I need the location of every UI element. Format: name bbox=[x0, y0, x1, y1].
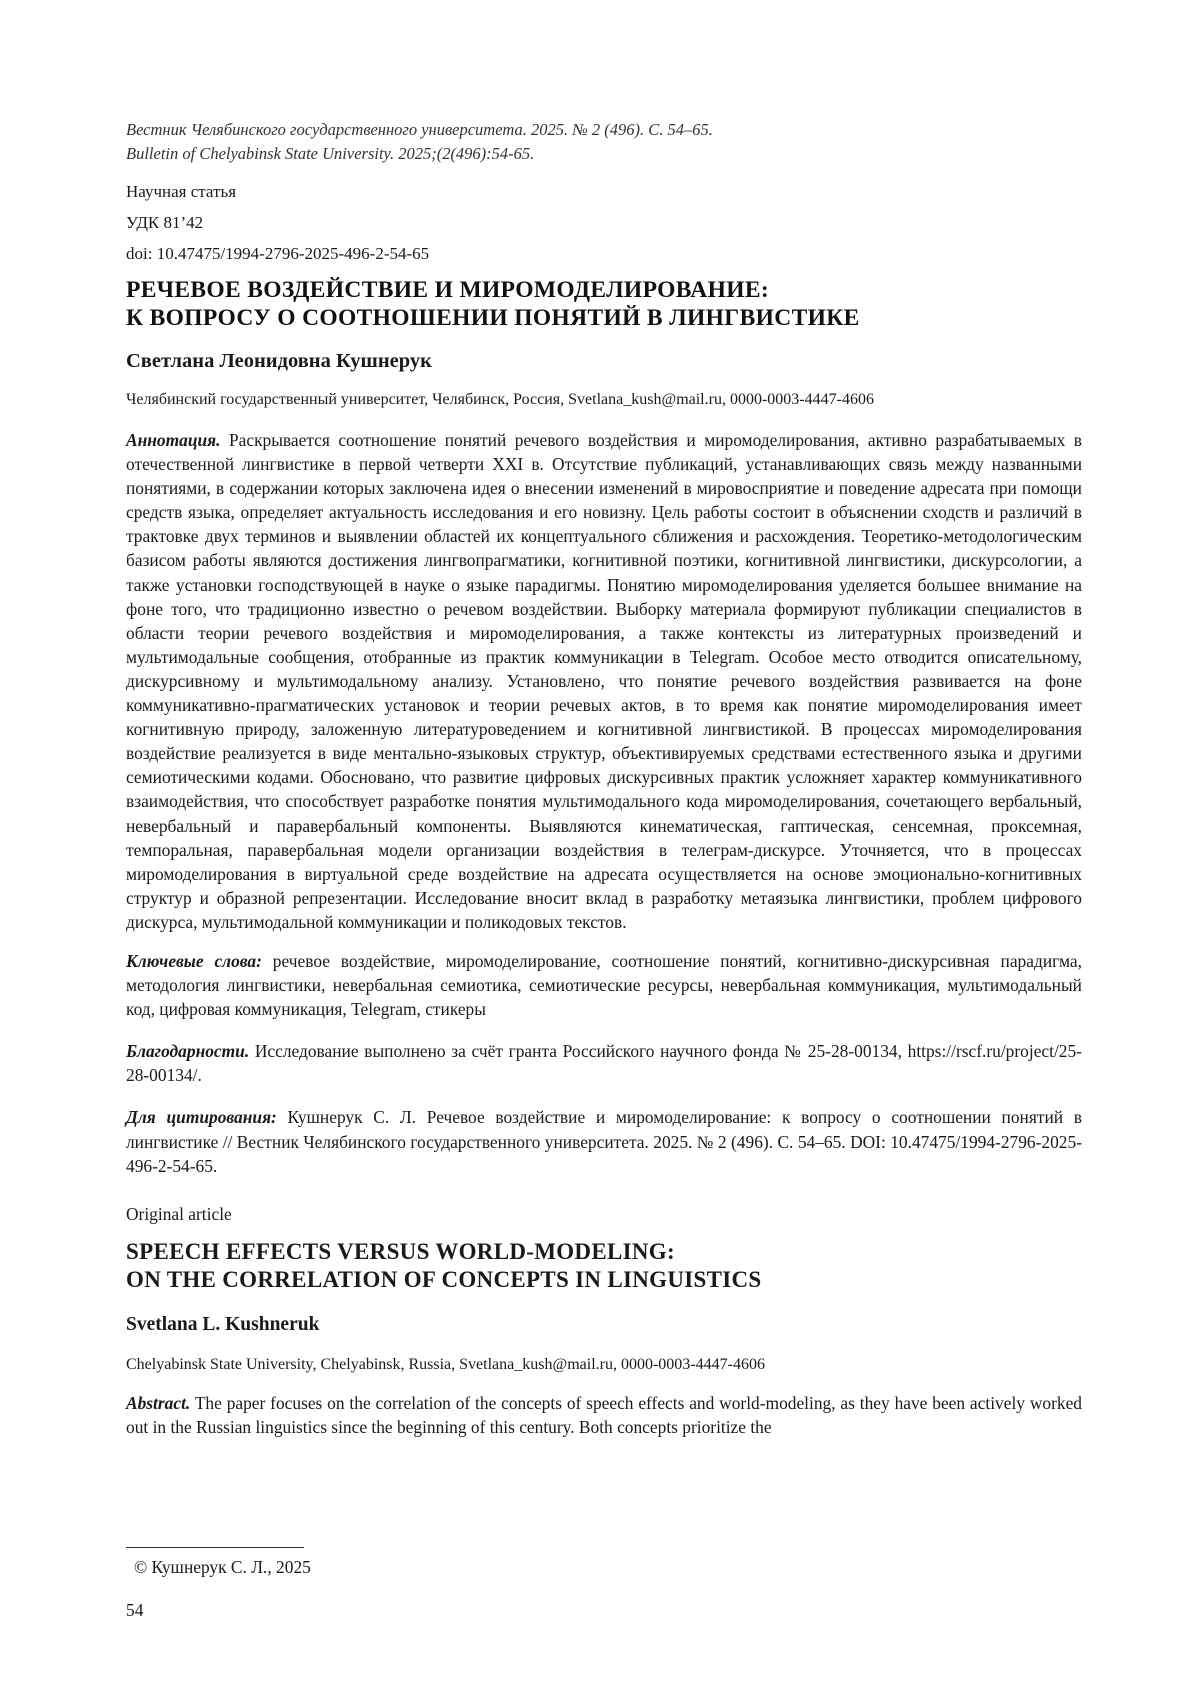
author-name-ru: Светлана Леонидовна Кушнерук bbox=[126, 350, 432, 372]
article-type: Научная статья bbox=[126, 182, 237, 201]
abstract-text: Раскрывается соотношение понятий речевого воздействия и миромоделирования, активно разрабатываемых в отечественной лингвистике в первой четверти XXI в. Отсутствие публикаций, устанавливающих связь между названными понятиями, в содержании которых заключена идея о внесении изменений в мировосприятие и поведение адресата при помощи средств языка, определяет актуальность исследования и его новизну. Цель работы состоит в объяснении сходств и различий в трактовке двух терминов и выявлении областей их концептуального сближения и расхождения. Теоретико-методологическим базисом работы являются достижения лингвопрагматики, когнитивной поэтики, когнитивной лингвистики, дискурсологии, а также установки господствующей в науке о языке парадигмы. Понятию миромоделирования уделяется большее внимание на фоне того, что традиционно известно о речевом воздействии. Выборку материала формируют публикации специалистов в области теории речевого воздействия и миромоделирования, а также контексты из литературных произведений и мультимодальные сообщения, отобранные из практик коммуникации в Telegram. Особое место отводится описательному, дискурсивному и мультимодальному анализу. Установлено, что понятие речевого воздействия развивается на фоне коммуникативно-прагматических установок и теории речевых актов, в то время как понятие миромоделирования имеет когнитивную природу, заложенную литературоведением и когнитивной лингвистикой. В процессах миромоделирования воздействие реализуется в виде ментально-языковых структур, объективируемых средствами естественного языка и другими семиотическими кодами. Обосновано, что развитие цифровых дискурсивных практик усложняет характер коммуникативного взаимодействия, что способствует разработке понятия мультимодального кода миромоделирования, сочетающего вербальный, невербальный и паравербальный компоненты. Выявляются кинематическая, гаптическая, сенсемная, проксемная, темпоральная, паравербальная модели организации воздействия в телеграм-дискурсе. Уточняется, что в процессах миромоделирования в виртуальной среде воздействие на адресата осуществляется на основе эмоционально-когнитивных структур и образной репрезентации. Исследование вносит вклад в разработку метаязыка лингвистики, проблем цифрового дискурса, мультимодальной коммуникации и поликодовых текстов. bbox=[126, 430, 1082, 932]
keywords-label: Ключевые слова: bbox=[126, 950, 262, 971]
abstract-en-text: The paper focuses on the correlation of the concepts of speech effects and world-modeling, as they have been actively worked out in the Russian linguistics since the beginning of this century. Both concepts prioritize the bbox=[126, 1392, 1082, 1437]
doi-link[interactable]: doi: 10.47475/1994-2796-2025-496-2-54-65 bbox=[126, 244, 430, 263]
citation-ru bbox=[126, 1105, 1082, 1177]
footnote-divider bbox=[126, 1547, 304, 1548]
cite-label: Для цитирования: bbox=[126, 1107, 277, 1128]
page-title-en bbox=[126, 1238, 1082, 1294]
keywords-ru bbox=[126, 949, 1082, 1021]
title-line-2: К ВОПРОСУ О СООТНОШЕНИИ ПОНЯТИЙ В ЛИНГВИСТИКЕ bbox=[126, 305, 860, 331]
title-line-1: РЕЧЕВОЕ ВОЗДЕЙСТВИЕ И МИРОМОДЕЛИРОВАНИЕ: bbox=[126, 277, 770, 303]
thanks-text: Исследование выполнено за счёт гранта Российского научного фонда № 25-28-00134, https://rscf.ru/project/25-28-00134/. bbox=[126, 1041, 1082, 1086]
title-en-line-1: SPEECH EFFECTS VERSUS WORLD-MODELING: bbox=[126, 1238, 675, 1264]
journal-citation-en: Bulletin of Chelyabinsk State University. 2025;(2(496):54-65. bbox=[126, 144, 535, 163]
article-type-en: Original article bbox=[126, 1203, 232, 1224]
abstract-ru bbox=[126, 428, 1082, 934]
affiliation-ru: Челябинский государственный университет, Челябинск, Россия, Svetlana_kush@mail.ru, 0000-0003-4447-4606 bbox=[126, 391, 874, 408]
author-name-en: Svetlana L. Kushneruk bbox=[126, 1313, 320, 1335]
keywords-text: речевое воздействие, миромоделирование, соотношение понятий, когнитивно-дискурсивная парадигма, методология лингвистики, невербальная семиотика, семиотические ресурсы, невербальная коммуникация, мультимодальный код, цифровая коммуникация, Telegram, стикеры bbox=[126, 950, 1082, 1020]
copyright-note: © Кушнерук С. Л., 2025 bbox=[134, 1557, 311, 1577]
abstract-label: Аннотация. bbox=[126, 430, 221, 450]
page-title-ru bbox=[126, 276, 1082, 332]
cite-text: Кушнерук С. Л. Речевое воздействие и миромоделирование: к вопросу о соотношении понятий в лингвистике // Вестник Челябинского государственного университета. 2025. № 2 (496). С. 54–65. DOI: 10.47475/1994-2796-2025-496-2-54-65. bbox=[126, 1107, 1082, 1176]
thanks-label: Благодарности. bbox=[126, 1041, 250, 1062]
acknowledgements-ru bbox=[126, 1039, 1082, 1087]
abstract-en-label: Abstract. bbox=[126, 1392, 191, 1413]
udc-code: УДК 81’42 bbox=[126, 213, 204, 232]
page-number: 54 bbox=[126, 1600, 144, 1620]
journal-citation-ru: Вестник Челябинского государственного университета. 2025. № 2 (496). С. 54–65. bbox=[126, 120, 713, 139]
abstract-en bbox=[126, 1391, 1082, 1439]
affiliation-en: Chelyabinsk State University, Chelyabinsk, Russia, Svetlana_kush@mail.ru, 0000-0003-4447-4606 bbox=[126, 1355, 765, 1373]
article-page bbox=[126, 118, 1082, 1439]
title-en-line-2: ON THE CORRELATION OF CONCEPTS IN LINGUISTICS bbox=[126, 1266, 762, 1292]
